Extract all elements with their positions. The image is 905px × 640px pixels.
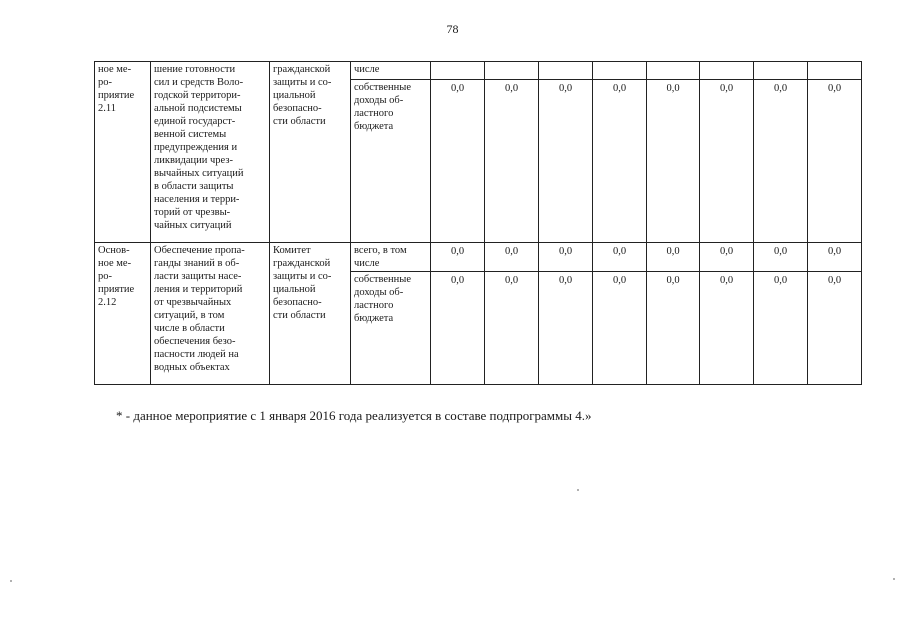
value-cell: 0,0 bbox=[539, 243, 593, 272]
value-cell: 0,0 bbox=[754, 243, 808, 272]
value-cell bbox=[539, 62, 593, 80]
funding-source-cell: числе bbox=[351, 62, 431, 80]
value-cell: 0,0 bbox=[485, 80, 539, 243]
value-cell: 0,0 bbox=[485, 243, 539, 272]
value-cell: 0,0 bbox=[700, 272, 754, 385]
value-cell: 0,0 bbox=[431, 80, 485, 243]
table-row bbox=[95, 62, 862, 80]
funding-source-cell: собственные доходы об- ластного бюджета bbox=[351, 272, 431, 385]
footnote: * - данное мероприятие с 1 января 2016 года реализуется в составе подпрограммы 4.» bbox=[116, 408, 592, 423]
value-cell: 0,0 bbox=[647, 80, 700, 243]
measure-code-cell: ное ме- ро- приятие 2.11 bbox=[95, 62, 151, 243]
value-cell bbox=[754, 62, 808, 80]
table-row bbox=[95, 243, 862, 272]
value-cell bbox=[647, 62, 700, 80]
value-cell: 0,0 bbox=[647, 272, 700, 385]
value-cell bbox=[593, 62, 647, 80]
measure-name-cell: Обеспечение пропа- ганды знаний в об- ласти защиты насе- ления и территорий от чрезвычайных ситуаций, в том числе в области обеспечения безо- пасности людей на водных объектах bbox=[151, 243, 270, 385]
value-cell: 0,0 bbox=[485, 272, 539, 385]
value-cell: 0,0 bbox=[431, 243, 485, 272]
value-cell bbox=[700, 62, 754, 80]
measure-code-cell: Основ- ное ме- ро- приятие 2.12 bbox=[95, 243, 151, 385]
scan-speck bbox=[10, 580, 12, 582]
value-cell: 0,0 bbox=[593, 272, 647, 385]
funding-source-cell: всего, в том числе bbox=[351, 243, 431, 272]
value-cell: 0,0 bbox=[808, 80, 862, 243]
page-number: 78 bbox=[446, 22, 459, 36]
value-cell bbox=[485, 62, 539, 80]
value-cell: 0,0 bbox=[700, 80, 754, 243]
value-cell: 0,0 bbox=[754, 272, 808, 385]
funding-source-cell: собственные доходы об- ластного бюджета bbox=[351, 80, 431, 243]
budget-table bbox=[94, 61, 862, 385]
executor-cell: гражданской защиты и со- циальной безопасно- сти области bbox=[270, 62, 351, 243]
value-cell: 0,0 bbox=[539, 272, 593, 385]
value-cell: 0,0 bbox=[754, 80, 808, 243]
scan-speck bbox=[893, 578, 895, 580]
scan-speck bbox=[577, 489, 579, 491]
value-cell: 0,0 bbox=[431, 272, 485, 385]
value-cell bbox=[431, 62, 485, 80]
measure-name-cell: шение готовности сил и средств Воло- годской территори- альной подсистемы единой государст- венной системы предупреждения и ликвидации чрез- вычайных ситуаций в области защиты населения и терри- торий от чрезвы- чайных ситуаций bbox=[151, 62, 270, 243]
value-cell: 0,0 bbox=[700, 243, 754, 272]
value-cell bbox=[808, 62, 862, 80]
value-cell: 0,0 bbox=[593, 80, 647, 243]
value-cell: 0,0 bbox=[808, 243, 862, 272]
executor-cell: Комитет гражданской защиты и со- циальной безопасно- сти области bbox=[270, 243, 351, 385]
value-cell: 0,0 bbox=[647, 243, 700, 272]
value-cell: 0,0 bbox=[539, 80, 593, 243]
value-cell: 0,0 bbox=[808, 272, 862, 385]
value-cell: 0,0 bbox=[593, 243, 647, 272]
